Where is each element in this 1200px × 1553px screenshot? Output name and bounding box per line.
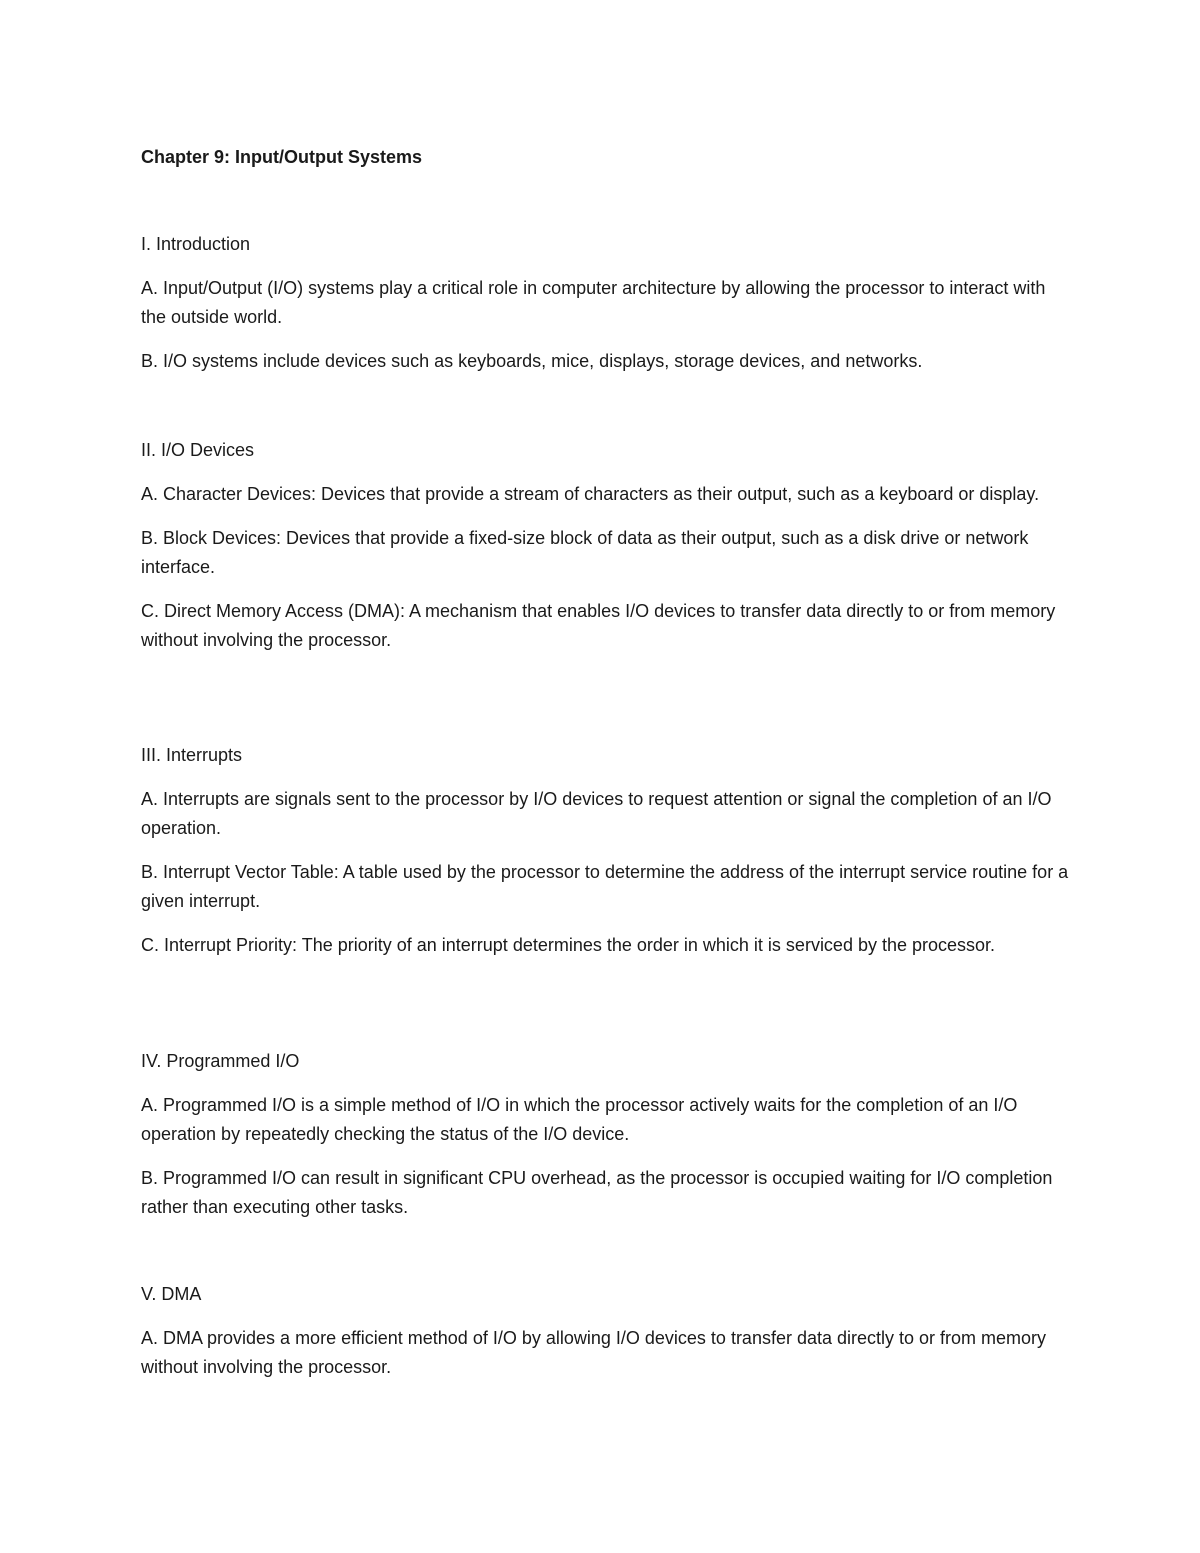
paragraph: A. DMA provides a more efficient method of I/O by allowing I/O devices to transfer data directly to or from memory without involving the processor. bbox=[141, 1328, 1047, 1377]
paragraph: C. Interrupt Priority: The priority of an interrupt determines the order in which it is serviced by the processor. bbox=[141, 935, 996, 955]
section-heading: IV. Programmed I/O bbox=[141, 1051, 300, 1071]
paragraph: B. Programmed I/O can result in significant CPU overhead, as the processor is occupied waiting for I/O completion rather than executing other tasks. bbox=[141, 1168, 1053, 1217]
section-heading: V. DMA bbox=[141, 1284, 202, 1304]
paragraph: A. Interrupts are signals sent to the processor by I/O devices to request attention or signal the completion of an I/O operation. bbox=[141, 789, 1052, 838]
section-heading: III. Interrupts bbox=[141, 745, 243, 765]
section-dma bbox=[141, 1280, 1071, 1397]
section-io-devices bbox=[141, 436, 1071, 670]
paragraph: C. Direct Memory Access (DMA): A mechanism that enables I/O devices to transfer data directly to or from memory without involving the processor. bbox=[141, 601, 1056, 650]
paragraph: B. I/O systems include devices such as keyboards, mice, displays, storage devices, and networks. bbox=[141, 351, 923, 371]
paragraph: A. Input/Output (I/O) systems play a critical role in computer architecture by allowing the processor to interact with the outside world. bbox=[141, 278, 1046, 327]
paragraph: A. Character Devices: Devices that provide a stream of characters as their output, such as a keyboard or display. bbox=[141, 484, 1040, 504]
document-title: Chapter 9: Input/Output Systems bbox=[141, 147, 423, 167]
paragraph: A. Programmed I/O is a simple method of I/O in which the processor actively waits for the completion of an I/O operation by repeatedly checking the status of the I/O device. bbox=[141, 1095, 1018, 1144]
section-interrupts bbox=[141, 741, 1071, 975]
section-programmed-io bbox=[141, 1047, 1071, 1237]
paragraph: B. Block Devices: Devices that provide a fixed-size block of data as their output, such as a disk drive or network interface. bbox=[141, 528, 1029, 577]
section-heading: I. Introduction bbox=[141, 234, 251, 254]
paragraph: B. Interrupt Vector Table: A table used by the processor to determine the address of the interrupt service routine for a given interrupt. bbox=[141, 862, 1069, 911]
section-heading: II. I/O Devices bbox=[141, 440, 255, 460]
section-introduction bbox=[141, 230, 1071, 391]
